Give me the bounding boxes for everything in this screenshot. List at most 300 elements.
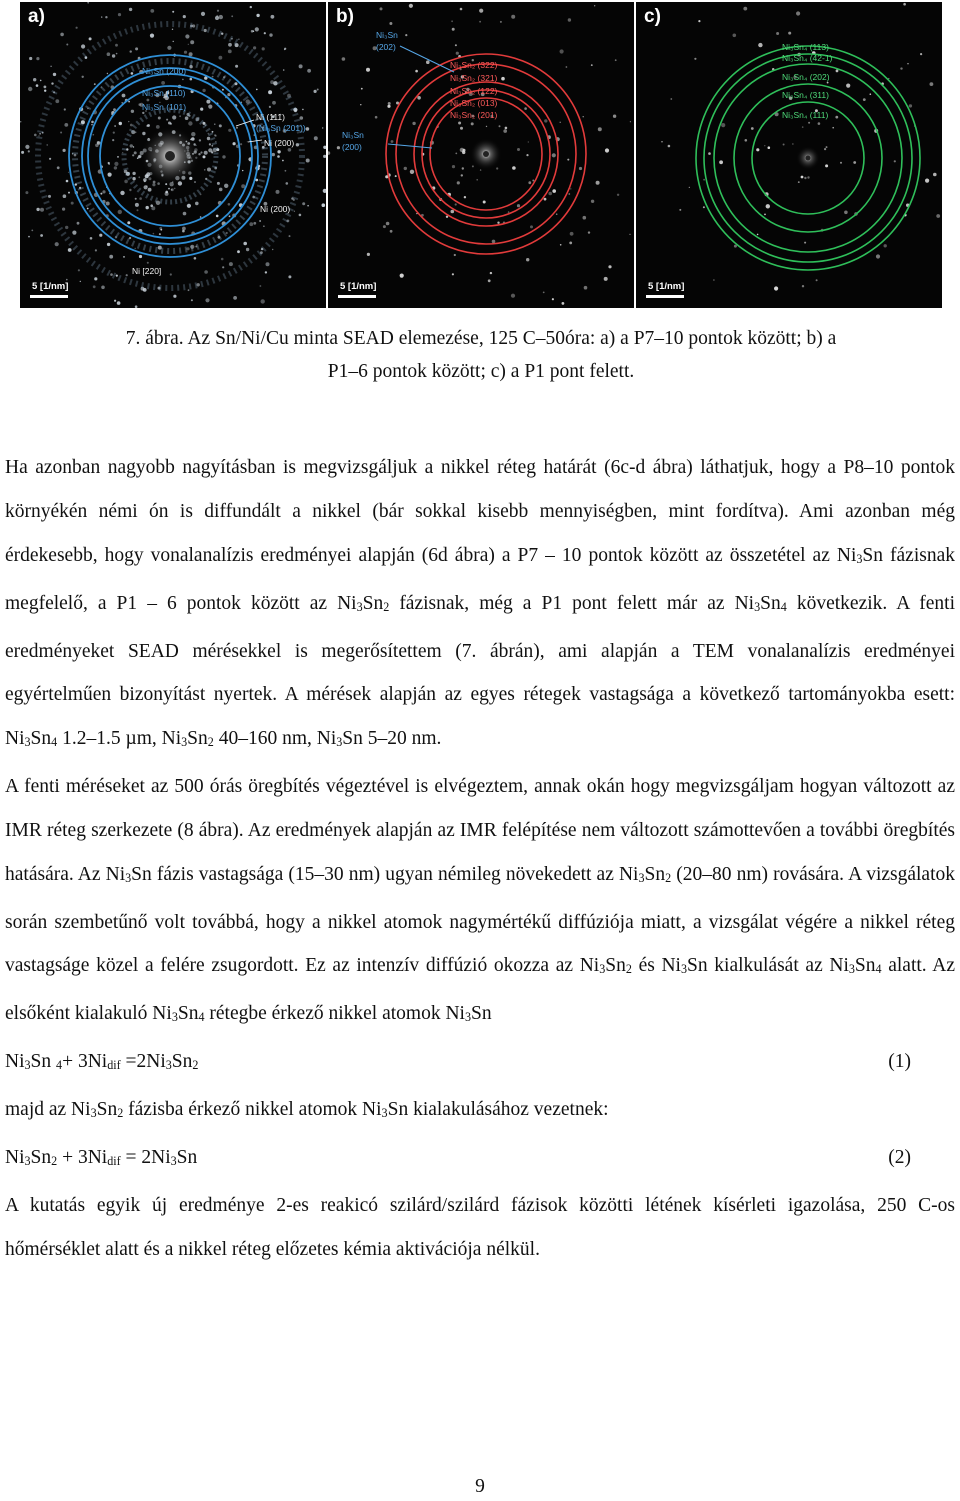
diffraction-spot — [233, 142, 236, 145]
diffraction-spot — [508, 211, 510, 213]
diffraction-spot — [212, 76, 214, 78]
diffraction-spot — [294, 211, 295, 212]
diffraction-spot — [255, 27, 259, 31]
diffraction-spot — [391, 140, 394, 143]
diffraction-spot — [182, 227, 186, 231]
annotation-ni3sn-101: Ni₃Sn (101) — [142, 102, 187, 112]
diffraction-spot — [713, 279, 715, 281]
diffraction-spot — [410, 170, 414, 174]
diffraction-spot — [703, 206, 705, 208]
diffraction-spot — [39, 133, 41, 135]
diffraction-spot — [127, 221, 130, 224]
diffraction-spot — [405, 34, 407, 36]
diffraction-spot — [190, 78, 193, 81]
diffraction-spot — [40, 80, 42, 82]
diffraction-spot — [231, 15, 233, 17]
page-number: 9 — [475, 1476, 485, 1497]
diffraction-spot — [65, 226, 68, 229]
diffraction-spot — [31, 230, 33, 232]
diffraction-spot — [222, 155, 225, 158]
annotation-ni3sn4-111: Ni₃Sn₄ (111) — [782, 110, 829, 120]
diffraction-spot — [204, 169, 205, 170]
diffraction-spot — [179, 115, 181, 117]
diffraction-spot — [229, 262, 233, 266]
diffraction-spot — [907, 63, 908, 64]
diffraction-spot — [74, 154, 77, 157]
diffraction-spot — [114, 166, 117, 169]
diffraction-spot — [268, 90, 272, 94]
diffraction-spot — [903, 3, 906, 6]
diffraction-spot — [170, 273, 172, 275]
diffraction-spot — [560, 122, 561, 123]
diffraction-spot — [165, 191, 168, 194]
diffraction-spot — [55, 99, 59, 103]
diffraction-spot — [247, 141, 248, 142]
diffraction-spot — [480, 169, 481, 170]
diffraction-spot — [132, 172, 135, 175]
diffraction-spot — [846, 84, 850, 88]
diffraction-spot — [745, 139, 748, 142]
diffraction-spot — [117, 156, 119, 158]
diffraction-spot — [835, 116, 838, 119]
diffraction-spot — [764, 145, 765, 146]
diffraction-spot — [108, 162, 110, 164]
diffraction-spot — [283, 69, 285, 71]
diffraction-spot — [388, 102, 391, 105]
diffraction-spot — [511, 294, 515, 298]
diffraction-spot — [464, 196, 466, 198]
diffraction-spot — [584, 286, 588, 290]
diffraction-spot — [49, 158, 51, 160]
diffraction-spot — [307, 205, 309, 207]
diffraction-spot — [807, 176, 809, 178]
diffraction-spot — [122, 94, 126, 98]
diffraction-spot — [323, 155, 326, 158]
diffraction-spot — [415, 70, 418, 73]
diffraction-spot — [72, 231, 76, 235]
diffraction-spot — [452, 273, 454, 275]
diffraction-spot — [167, 46, 171, 50]
diffraction-spot — [51, 82, 53, 84]
diffraction-spot — [900, 67, 902, 69]
diffraction-spot — [34, 134, 37, 137]
paragraph-4: A kutatás egyik új eredménye 2-es reakicó szilárd/szilárd fázisok közötti létének kísérleti igazolása, 250 C-os hőmérséklet alatt és a nikkel réteg előzetes kémia aktivációja nélkül. — [5, 1195, 955, 1261]
diffraction-spot — [596, 181, 600, 185]
diffraction-spot — [277, 150, 280, 153]
diffraction-spot — [517, 204, 520, 207]
diffraction-spot — [129, 8, 132, 11]
diffraction-spot — [188, 121, 192, 125]
diffraction-spot — [552, 189, 556, 193]
diffraction-spot — [166, 119, 168, 121]
diffraction-spot — [203, 155, 206, 158]
diffraction-spot — [802, 285, 804, 287]
diffraction-spot — [492, 240, 496, 244]
diffraction-spot — [117, 301, 121, 305]
diffraction-spot — [129, 189, 131, 191]
sead-panel-a — [20, 2, 326, 308]
diffraction-spot — [124, 180, 128, 184]
diffraction-spot — [548, 192, 552, 196]
diffraction-spot — [139, 255, 142, 258]
diffraction-spot — [131, 72, 134, 75]
diffraction-spot — [844, 211, 848, 215]
diffraction-spot — [20, 121, 21, 122]
diffraction-spot — [183, 15, 186, 18]
annotation-ni-111: Ni (111) — [256, 112, 285, 122]
diffraction-spot — [266, 262, 270, 266]
diffraction-pattern-a — [20, 2, 326, 308]
diffraction-spot — [207, 137, 210, 140]
diffraction-spot — [228, 43, 232, 47]
diffraction-spot — [105, 16, 107, 18]
diffraction-spot — [188, 289, 190, 291]
diffraction-spot — [171, 189, 173, 191]
diffraction-spot — [694, 58, 696, 60]
diffraction-spot — [135, 198, 137, 200]
diffraction-spot — [455, 44, 457, 46]
diffraction-spot — [836, 70, 839, 73]
diffraction-spot — [147, 124, 150, 127]
sead-panel-b — [328, 2, 634, 308]
diffraction-spot — [272, 249, 273, 250]
diffraction-spot — [322, 127, 323, 128]
equation-2-number: (2) — [888, 1147, 911, 1169]
diffraction-spot — [227, 93, 230, 96]
diffraction-spot — [77, 222, 80, 225]
diffraction-spot — [236, 127, 238, 129]
diffraction-spot — [147, 99, 150, 102]
diffraction-spot — [733, 34, 737, 38]
diffraction-spot — [488, 279, 491, 282]
diffraction-spot — [479, 21, 481, 23]
diffraction-spot — [570, 232, 574, 236]
diffraction-spot — [33, 78, 36, 81]
diffraction-spot — [114, 300, 116, 302]
diffraction-spot — [505, 127, 508, 130]
diffraction-spot — [29, 57, 32, 60]
diffraction-spot — [404, 167, 407, 170]
diffraction-spot — [137, 209, 139, 211]
diffraction-spot — [80, 281, 81, 282]
diffraction-spot — [390, 230, 393, 233]
annotation-ni3sn-201: (Ni₃Sn (201)) — [256, 123, 306, 133]
diffraction-spot — [91, 124, 92, 125]
diffraction-spot — [615, 59, 617, 61]
diffraction-spot — [199, 139, 201, 141]
diffraction-spot — [183, 212, 187, 216]
diffraction-spot — [60, 132, 62, 134]
diffraction-spot — [78, 269, 80, 271]
diffraction-spot — [455, 203, 457, 205]
diffraction-spot — [114, 125, 116, 127]
equation-2-formula: Ni3Sn2 + 3Nidif = 2Ni3Sn — [5, 1147, 198, 1169]
diffraction-spot — [568, 193, 570, 195]
diffraction-spot — [216, 15, 218, 17]
diffraction-spot — [253, 46, 256, 49]
diffraction-spot — [208, 148, 212, 152]
diffraction-spot — [756, 148, 759, 151]
diffraction-spot — [286, 182, 289, 185]
diffraction-spot — [195, 202, 199, 206]
diffraction-spot — [128, 101, 130, 103]
diffraction-spot — [204, 151, 208, 155]
diffraction-spot — [253, 222, 256, 225]
diffraction-spot — [172, 115, 176, 119]
annotation-ni3sn-202-a: Ni₃Sn — [376, 30, 398, 40]
diffraction-spot — [500, 21, 502, 23]
diffraction-spot — [496, 167, 498, 169]
diffraction-spot — [191, 299, 193, 301]
diffraction-spot — [598, 127, 602, 131]
diffraction-spot — [217, 10, 219, 12]
diffraction-spot — [200, 108, 203, 111]
diffraction-spot — [679, 209, 681, 211]
diffraction-spot — [131, 110, 134, 113]
diffraction-spot — [90, 237, 93, 240]
diffraction-spot — [568, 18, 571, 21]
diffraction-spot — [462, 167, 464, 169]
annotation-ni-220: Ni [220] — [132, 266, 162, 276]
diffraction-spot — [66, 180, 69, 183]
diffraction-spot — [840, 162, 842, 164]
diffraction-spot — [76, 27, 78, 29]
diffraction-spot — [272, 153, 275, 156]
diffraction-spot — [158, 117, 161, 120]
diffraction-spot — [203, 122, 206, 125]
diffraction-spot — [591, 200, 594, 203]
diffraction-spot — [150, 34, 154, 38]
diffraction-spot — [306, 127, 310, 131]
diffraction-spot — [246, 248, 249, 251]
diffraction-spot — [94, 277, 97, 280]
annotation-ni3sn2-322: Ni₃Sn₂ (322) — [450, 60, 498, 70]
diffraction-spot — [526, 258, 529, 261]
diffraction-spot — [95, 144, 99, 148]
diffraction-spot — [409, 4, 413, 8]
scale-bar-a — [30, 295, 68, 298]
diffraction-spot — [796, 11, 800, 15]
diffraction-spot — [698, 20, 700, 22]
diffraction-spot — [825, 164, 828, 167]
diffraction-spot — [933, 173, 937, 177]
diffraction-spot — [526, 154, 528, 156]
diffraction-spot — [158, 246, 162, 250]
annotation-ni3sn2-013: Ni₃Sn₂ (013) — [450, 98, 498, 108]
diffraction-spot — [237, 250, 240, 253]
annotation-ni3sn2-321: Ni₃Sn₂ (321) — [450, 73, 498, 83]
diffraction-spot — [630, 121, 631, 122]
diffraction-spot — [50, 66, 51, 67]
diffraction-spot — [323, 189, 326, 193]
diffraction-spot — [569, 242, 572, 245]
diffraction-spot — [119, 122, 122, 125]
diffraction-spot — [528, 181, 531, 184]
diffraction-spot — [44, 86, 47, 89]
annotation-ni3sn4-42-1: Ni₃Sn₄ (42-1) — [782, 53, 833, 63]
diffraction-spot — [783, 144, 785, 146]
diffraction-spot — [604, 277, 608, 281]
diffraction-spot — [55, 242, 59, 246]
equation-1 — [5, 1040, 955, 1088]
diffraction-spot — [764, 214, 766, 216]
diffraction-spot — [63, 194, 67, 198]
diffraction-spot — [517, 148, 520, 151]
diffraction-spot — [263, 225, 265, 227]
diffraction-spot — [168, 188, 170, 190]
diffraction-spot — [113, 108, 116, 111]
diffraction-spot — [182, 79, 184, 81]
diffraction-spot — [185, 34, 189, 38]
annotation-ni3sn2-122: Ni₃Sn₂ (122) — [450, 86, 498, 96]
diffraction-spot — [528, 141, 529, 142]
diffraction-spot — [212, 131, 214, 133]
diffraction-spot — [89, 37, 92, 40]
diffraction-spot — [135, 131, 137, 133]
diffraction-spot — [302, 109, 304, 111]
diffraction-spot — [758, 43, 762, 47]
diffraction-spot — [801, 176, 804, 179]
diffraction-spot — [150, 9, 154, 13]
diffraction-spot — [116, 53, 118, 55]
diffraction-spot — [101, 16, 102, 17]
diffraction-spot — [159, 233, 161, 235]
diffraction-spot — [808, 122, 810, 124]
diffraction-spot — [147, 262, 149, 264]
diffraction-spot — [100, 193, 102, 195]
diffraction-spot — [299, 64, 303, 68]
diffraction-spot — [130, 50, 132, 52]
diffraction-spot — [816, 279, 818, 281]
diffraction-spot — [426, 60, 430, 64]
diffraction-spot — [194, 181, 196, 183]
diffraction-spot — [143, 288, 147, 292]
diffraction-spot — [146, 206, 149, 209]
diffraction-spot — [256, 89, 258, 91]
diffraction-spot — [60, 33, 64, 37]
diffraction-spot — [25, 191, 28, 194]
diffraction-spot — [143, 178, 147, 182]
diffraction-spot — [222, 266, 224, 268]
diffraction-spot — [146, 186, 147, 187]
diffraction-spot — [135, 203, 139, 207]
diffraction-spot — [99, 234, 102, 237]
diffraction-spot — [112, 139, 114, 141]
diffraction-spot — [342, 57, 346, 61]
diffraction-spot — [884, 244, 887, 247]
diffraction-spot — [173, 41, 174, 42]
diffraction-spot — [110, 273, 113, 276]
diffraction-spot — [721, 123, 725, 127]
diffraction-spot — [28, 150, 30, 152]
diffraction-spot — [200, 151, 202, 153]
diffraction-spot — [460, 8, 463, 11]
diffraction-spot — [751, 127, 754, 130]
diffraction-spot — [826, 146, 828, 148]
diffraction-spot — [97, 141, 100, 144]
diffraction-spot — [87, 2, 89, 4]
diffraction-spot — [187, 204, 191, 208]
paragraph-1: Ha azonban nagyobb nagyításban is megvizsgáljuk a nikkel réteg határát (6c-d ábra) láthatjuk, hogy a P8–10 pontok környékén némi ón is diffundált a nikkel (bár sokkal kisebb mennyiségben, mint fordítva). Ami azonban még érdekesebb, hogy vonalanalízis eredményei alapján (6d ábra) a P7 – 10 pontok között az összetétel az Ni3Sn fázisnak megfelelő, a P1 – 6 pontok között az Ni3Sn2 fázisnak, még a P1 pont felett már az Ni3Sn4 következik. A fenti eredményeket SEAD mérésekkel is megerősítettem (7. ábrán), ami alapján a TEM vonalanalízis eredményei egyértelműen bizonyítást nyertek. A mérések alapján az egyes rétegek vastagsága a következő tartományokba esett: Ni3Sn4 1.2–1.5 µm, Ni3Sn2 40–160 nm, Ni3Sn 5–20 nm. — [5, 457, 956, 750]
diffraction-spot — [189, 52, 193, 56]
diffraction-spot — [328, 151, 330, 155]
diffraction-spot — [106, 202, 110, 206]
diffraction-spot — [583, 216, 587, 220]
diffraction-spot — [138, 176, 140, 178]
diffraction-spot — [271, 15, 275, 19]
annotation-ni3sn4-202: Ni₃Sn₄ (202) — [782, 72, 830, 82]
diffraction-spot — [28, 87, 32, 91]
diffraction-spot — [608, 265, 611, 268]
diffraction-spot — [804, 242, 806, 244]
diffraction-spot — [360, 104, 361, 105]
diffraction-spot — [832, 127, 834, 129]
diffraction-spot — [205, 298, 209, 302]
diffraction-spot — [123, 256, 125, 258]
diffraction-spot — [209, 143, 211, 145]
diffraction-spot — [142, 132, 145, 135]
diffraction-spot — [62, 208, 65, 211]
diffraction-spot — [863, 98, 866, 101]
diffraction-spot — [190, 40, 194, 44]
diffraction-spot — [174, 188, 176, 190]
annotation-ni3sn4-311: Ni₃Sn₄ (311) — [782, 90, 829, 100]
diffraction-spot — [661, 141, 662, 142]
diffraction-spot — [21, 151, 24, 154]
diffraction-spot — [260, 285, 262, 287]
diffraction-spot — [512, 166, 516, 170]
diffraction-spot — [458, 122, 461, 125]
diffraction-spot — [66, 44, 68, 46]
equation-1-number: (1) — [888, 1051, 911, 1073]
diffraction-spot — [269, 106, 271, 108]
diffraction-spot — [40, 234, 43, 237]
diffraction-spot — [159, 227, 162, 230]
diffraction-spot — [389, 22, 392, 25]
diffraction-spot — [202, 89, 205, 92]
diffraction-spot — [256, 14, 259, 17]
diffraction-spot — [229, 215, 231, 217]
diffraction-spot — [38, 135, 39, 136]
diffraction-spot — [272, 101, 276, 105]
diffraction-spot — [566, 66, 568, 68]
diffraction-spot — [108, 173, 112, 177]
diffraction-spot — [530, 225, 533, 228]
diffraction-spot — [936, 214, 940, 218]
diffraction-spot — [259, 220, 261, 222]
diffraction-spot — [153, 233, 155, 235]
diffraction-spot — [185, 116, 189, 120]
diffraction-spot — [204, 270, 208, 274]
diffraction-spot — [501, 77, 505, 81]
scale-bar-b — [338, 295, 376, 298]
paragraph-2: A fenti méréseket az 500 órás öregbítés végeztével is elvégeztem, annak okán hogy megvizsgáljam hogyan változott az IMR réteg szerkezete (8 ábra). Az eredmények alapján az IMR felépítése nem változott számottevően a további öregbítés hatására. Az Ni3Sn fázis vastagsága (15–30 nm) ugyan némileg növekedett az Ni3Sn2 (20–80 nm) rovására. A vizsgálatok során szembetűnő volt továbbá, hogy a nikkel atomok nagymértékű diffúziója miatt, a vizsgálat végére a nikkel réteg vastagságe közel a felére zsugordott. Ez az intenzív diffúzió okozza az Ni3Sn2 és Ni3Sn kialkulását az Ni3Sn4 alatt. Az elsőként kialakuló Ni3Sn4 rétegbe érkező nikkel atomok Ni3Sn — [5, 776, 955, 1025]
diffraction-spot — [361, 88, 363, 90]
diffraction-spot — [556, 213, 558, 215]
diffraction-spot — [451, 20, 453, 22]
diffraction-spot — [204, 29, 207, 32]
diffraction-spot — [138, 103, 141, 106]
scale-label-b: 5 [1/nm] — [340, 281, 377, 292]
caption-line-1: 7. ábra. Az Sn/Ni/Cu minta SEAD elemezése, 125 C–50óra: a) a P7–10 pontok között; b) a — [125, 328, 837, 349]
diffraction-spot — [219, 188, 223, 192]
diffraction-spot — [36, 57, 39, 60]
diffraction-spot — [219, 56, 223, 60]
diffraction-spot — [400, 274, 404, 278]
diffraction-spot — [120, 191, 124, 195]
diffraction-spot — [81, 44, 85, 48]
diffraction-spot — [235, 65, 238, 68]
